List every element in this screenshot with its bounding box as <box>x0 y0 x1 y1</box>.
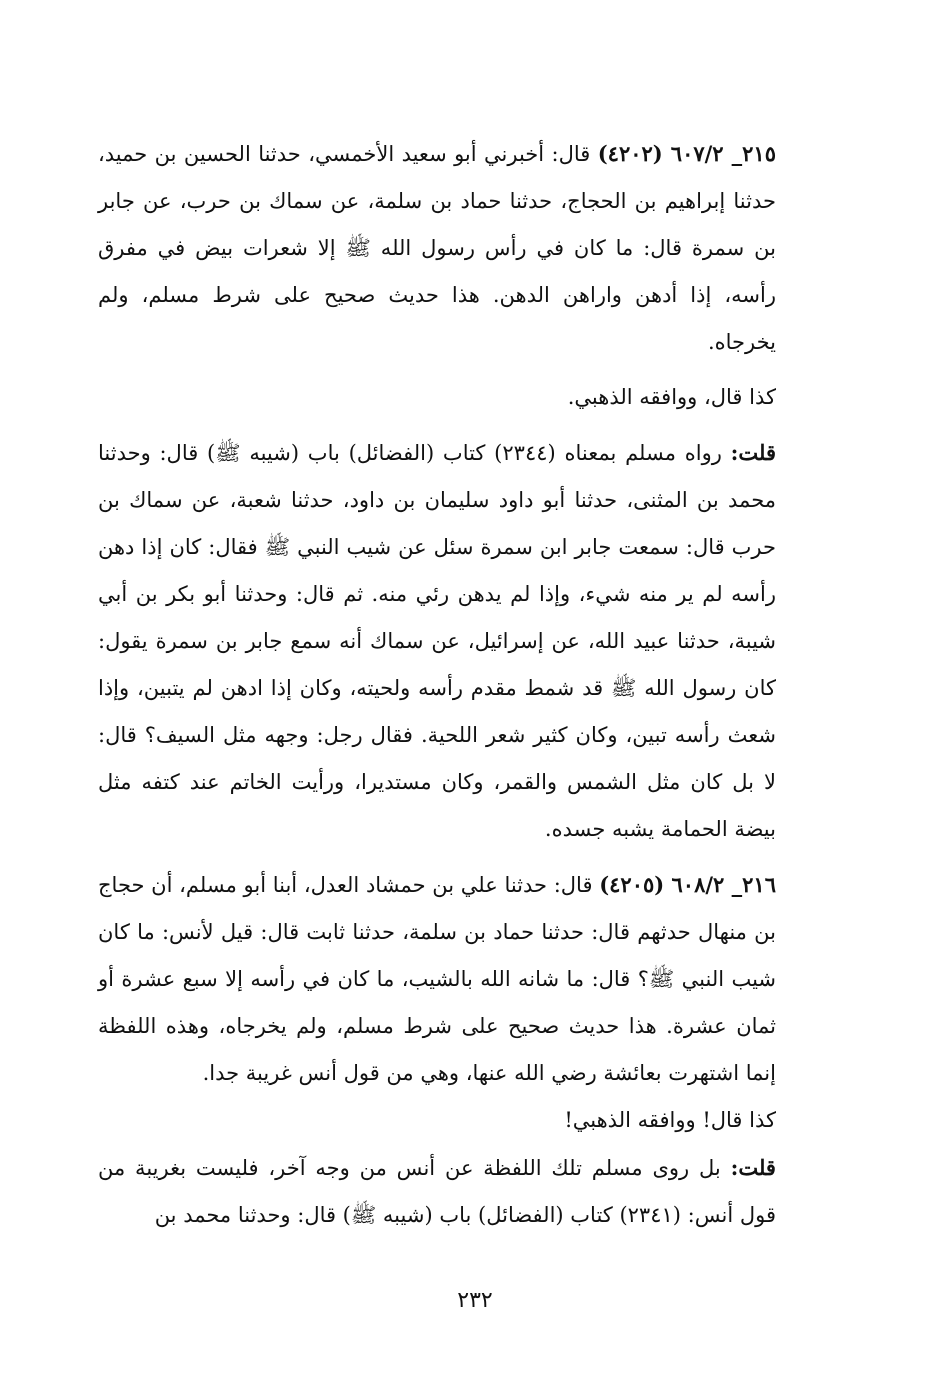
hadith-215-paragraph <box>98 130 820 366</box>
hadith-215-number: ٢١٥_ ٦٠٧/٢ (٤٢٠٢) <box>597 141 776 166</box>
page-number: ٢٣٢ <box>457 1288 493 1313</box>
hadith-216-qulat-paragraph <box>98 1144 820 1239</box>
hadith-216-kadha: كذا قال! ووافقه الذهبي! <box>564 1108 776 1132</box>
hadith-215-qulat-paragraph <box>98 429 820 853</box>
hadith-216-paragraph <box>98 861 820 1097</box>
hadith-215-kadha: كذا قال، ووافقه الذهبي. <box>567 385 776 409</box>
hadith-215-qulat-text: رواه مسلم بمعناه (٢٣٤٤) كتاب (الفضائل) باب (شيبه ﷺ) قال: وحدثنا محمد بن المثنى، حدثنا أبو داود سليمان بن داود، حدثنا شعبة، عن سماك بن حرب قال: سمعت جابر ابن سمرة سئل عن شيب النبي ﷺ فقال: كان إذا دهن رأسه لم ير منه شيء، وإذا لم يدهن رئي منه. ثم قال: وحدثنا أبو بكر بن أبي شيبة، حدثنا عبيد الله، عن إسرائيل، عن سماك أنه سمع جابر بن سمرة يقول: كان رسول الله ﷺ قد شمط مقدم رأسه ولحيته، وكان إذا ادهن لم يتبين، وإذا شعث رأسه تبين، وكان كثير شعر اللحية. فقال رجل: وجهه مثل السيف؟ قال: لا بل كان مثل الشمس والقمر، وكان مستديرا، ورأيت الخاتم عند كتفه مثل بيضة الحمامة يشبه جسده. <box>98 441 776 841</box>
hadith-215-qulat-label: قلت: <box>730 440 777 465</box>
hadith-215-text: قال: أخبرني أبو سعيد الأخمسي، حدثنا الحسين بن حميد، حدثنا إبراهيم بن الحجاج، حدثنا حماد بن سلمة، عن سماك بن حرب، عن جابر بن سمرة قال: ما كان في رأس رسول الله ﷺ إلا شعرات بيض في مفرق رأسه، إذا أدهن واراهن الدهن. هذا حديث صحيح على شرط مسلم، ولم يخرجاه. <box>98 142 776 354</box>
hadith-216-qulat-label: قلت: <box>730 1155 776 1180</box>
page-body <box>98 130 820 1239</box>
hadith-216-qulat-text: بل روى مسلم تلك اللفظة عن أنس من وجه آخر، فليست بغريبة من قول أنس: (٢٣٤١) كتاب (الفضائل) باب (شيبه ﷺ) قال: وحدثنا محمد بن <box>98 1156 776 1227</box>
hadith-216-text: قال: حدثنا علي بن حمشاد العدل، أبنا أبو مسلم، أن حجاج بن منهال حدثهم قال: حدثنا حماد بن سلمة، حدثنا ثابت قال: قيل لأنس: ما كان شيب النبي ﷺ؟ قال: ما شانه الله بالشيب، ما كان في رأسه إلا سبع عشرة أو ثمان عشرة. هذا حديث صحيح على شرط مسلم، ولم يخرجاه، وهذه اللفظة إنما اشتهرت بعائشة رضي الله عنها، وهي من قول أنس غريبة جدا. <box>98 873 776 1085</box>
hadith-216-number: ٢١٦_ ٦٠٨/٢ (٤٢٠٥) <box>599 872 776 897</box>
